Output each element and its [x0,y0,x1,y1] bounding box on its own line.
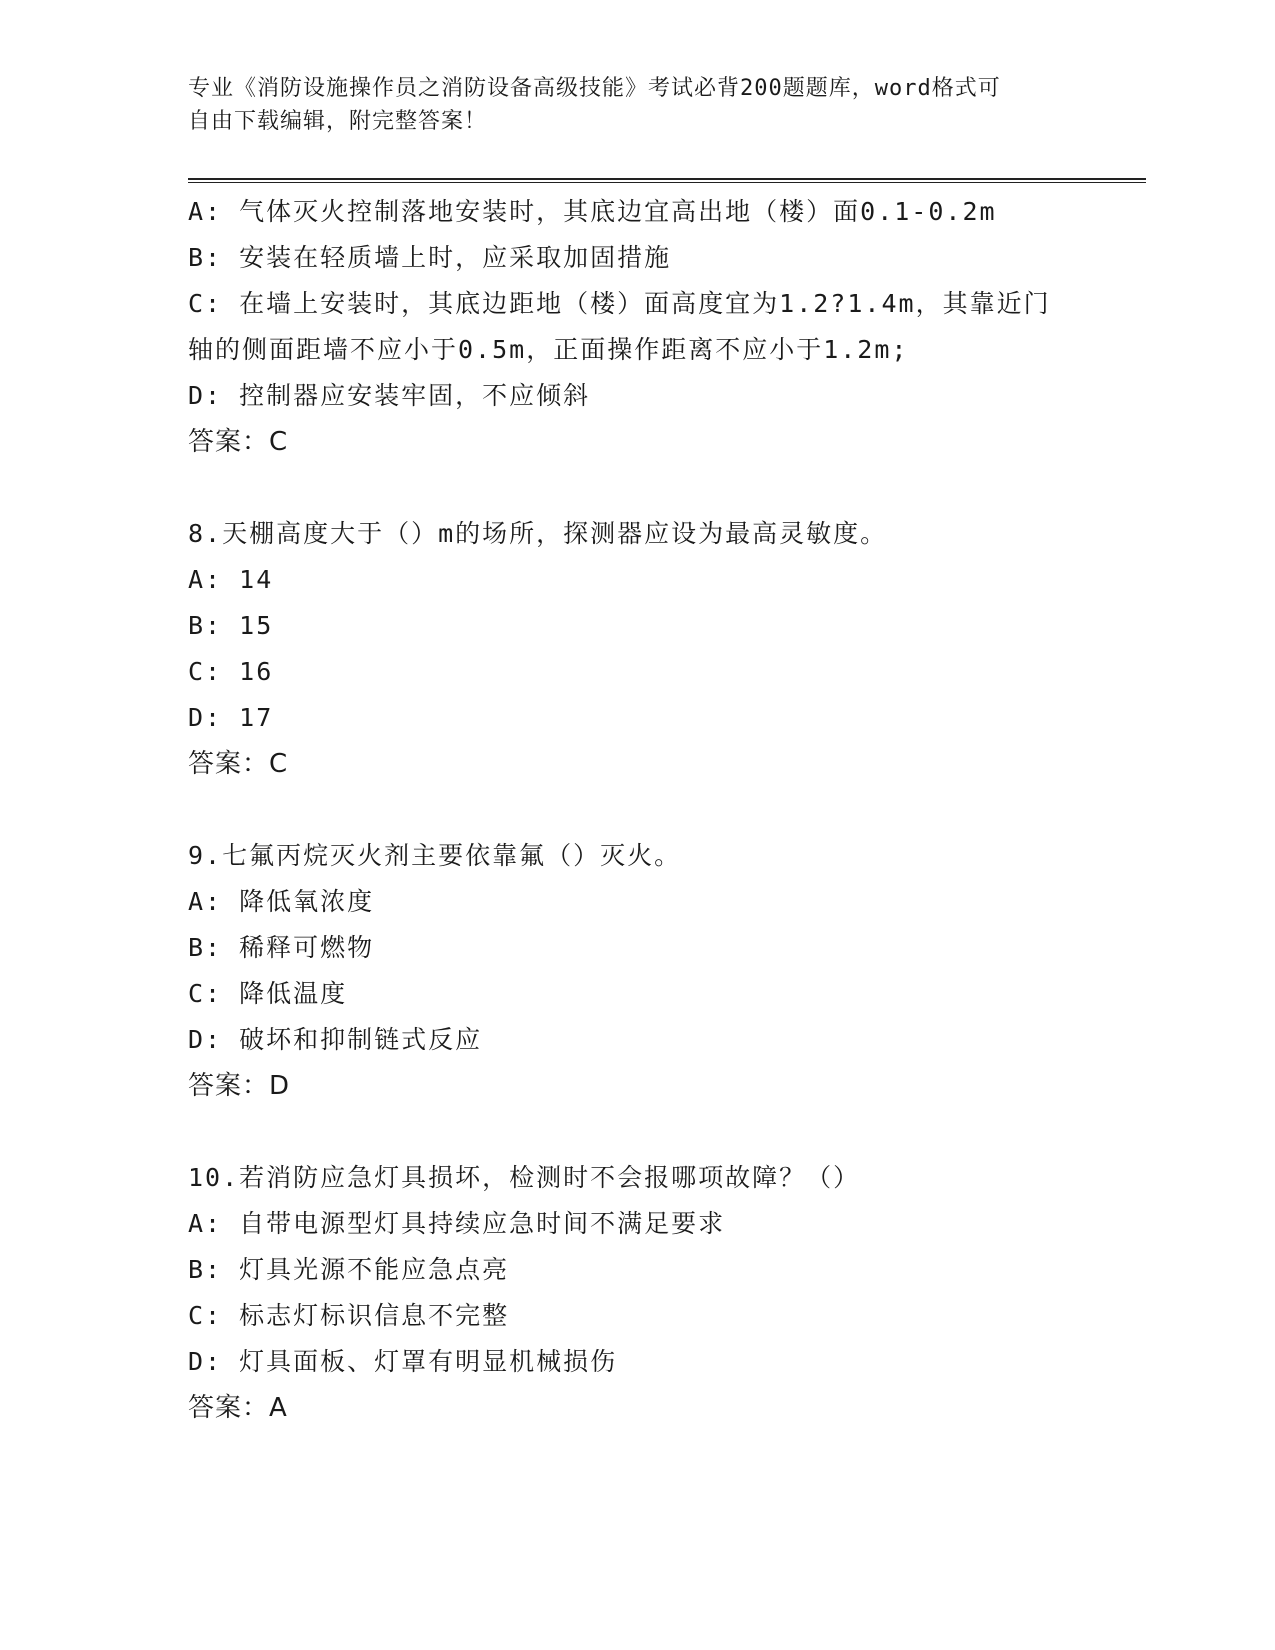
question-7 [188,189,1138,465]
option-a: A: 自带电源型灯具持续应急时间不满足要求 [188,1209,726,1238]
header-line-2: 自由下载编辑，附完整答案！ [188,109,488,134]
option-c-continued: 轴的侧面距墙不应小于0.5m，正面操作距离不应小于1.2m; [188,335,909,364]
option-a: A: 14 [188,565,274,594]
option-d: D: 灯具面板、灯罩有明显机械损伤 [188,1347,618,1376]
question-text: 10.若消防应急灯具损坏，检测时不会报哪项故障？（） [188,1163,861,1192]
option-d: D: 17 [188,703,274,732]
answer: 答案：C [188,427,289,457]
option-b: B: 15 [188,611,274,640]
option-c: C: 降低温度 [188,979,348,1008]
page-header [188,72,1088,138]
question-8 [188,511,1138,787]
option-b: B: 安装在轻质墙上时，应采取加固措施 [188,243,672,272]
option-c: C: 16 [188,657,274,686]
header-divider [188,178,1146,183]
option-b: B: 稀释可燃物 [188,933,375,962]
answer: 答案：C [188,749,289,779]
question-list [188,189,1138,1431]
question-text: 8.天棚高度大于（）m的场所，探测器应设为最高灵敏度。 [188,519,888,548]
option-a: A: 降低氧浓度 [188,887,375,916]
question-9 [188,833,1138,1109]
header-line-1: 专业《消防设施操作员之消防设备高级技能》考试必背200题题库，word格式可 [188,76,1001,101]
question-text: 9.七氟丙烷灭火剂主要依靠氟（）灭火。 [188,841,682,870]
option-d: D: 控制器应安装牢固，不应倾斜 [188,381,591,410]
option-a: A: 气体灭火控制落地安装时，其底边宜高出地（楼）面0.1-0.2m [188,197,997,226]
option-d: D: 破坏和抑制链式反应 [188,1025,483,1054]
option-c: C: 在墙上安装时，其底边距地（楼）面高度宜为1.2?1.4m，其靠近门 [188,289,1051,318]
option-b: B: 灯具光源不能应急点亮 [188,1255,510,1284]
answer: 答案：A [188,1393,288,1423]
question-10 [188,1155,1138,1431]
answer: 答案：D [188,1071,291,1101]
option-c: C: 标志灯标识信息不完整 [188,1301,510,1330]
